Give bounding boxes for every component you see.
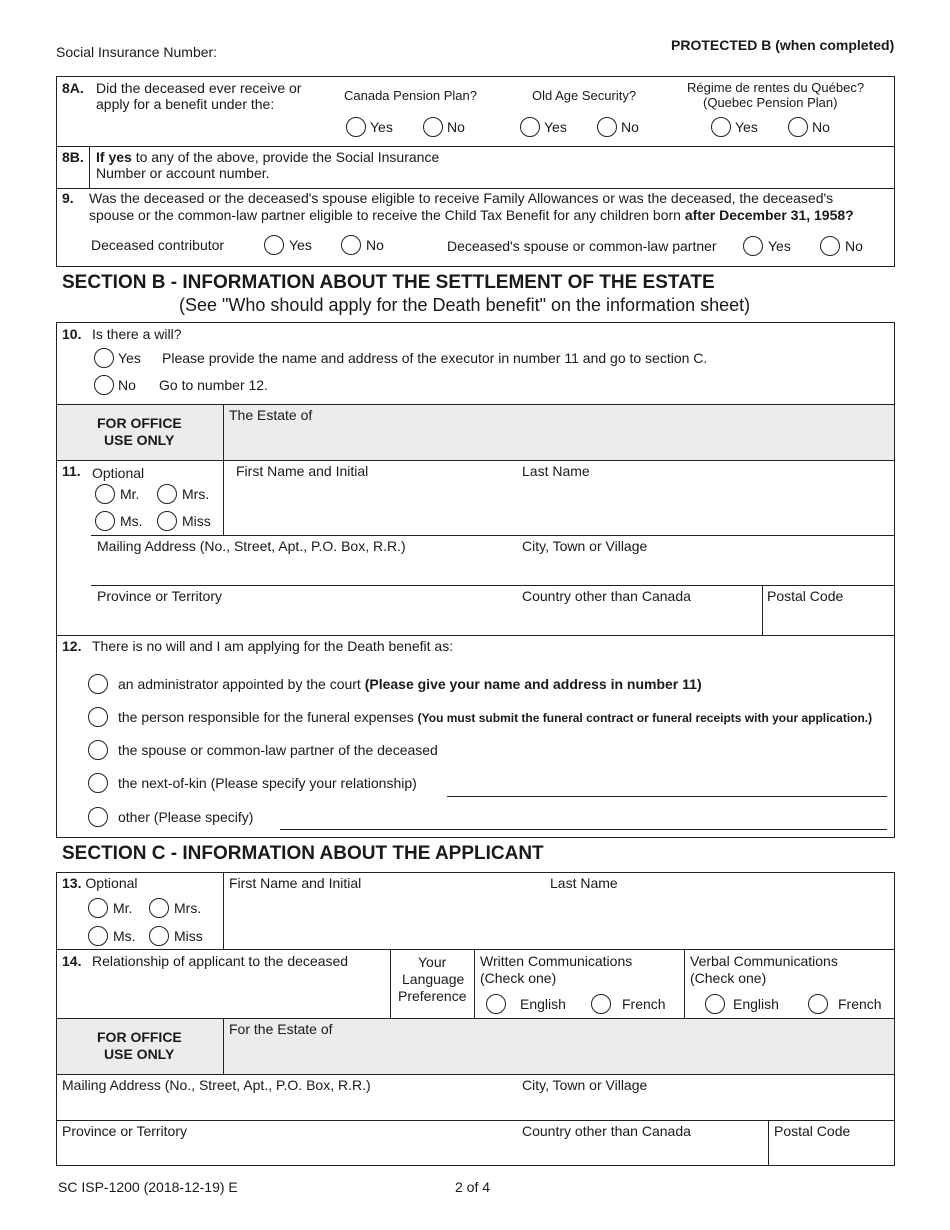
q12-funeral-radio[interactable] (88, 707, 108, 727)
for-estate-of-input[interactable] (229, 1039, 889, 1069)
q8a-qpp-label2: (Quebec Pension Plan) (703, 95, 838, 110)
applicant-mailing-input[interactable] (60, 1095, 515, 1119)
q13-mrs-radio[interactable] (149, 898, 169, 918)
q14-relationship-label: Relationship of applicant to the deceased (92, 953, 349, 969)
q11-first-name-label: First Name and Initial (236, 463, 369, 479)
q8b-line1-rest: to any of the above, provide the Social Insurance (131, 149, 440, 165)
q11-mailing-label: Mailing Address (No., Street, Apt., P.O. Box, R.R.) (97, 538, 406, 554)
q9-contributor-yes-label: Yes (289, 237, 312, 253)
q10-no-label: No (118, 377, 136, 393)
section-b-title: SECTION B - INFORMATION ABOUT THE SETTLEMENT OF THE ESTATE (62, 272, 715, 293)
q13-ms-radio[interactable] (88, 926, 108, 946)
q11-mrs-radio[interactable] (157, 484, 177, 504)
q10-yes-text: Please provide the name and address of the executor in number 11 and go to section C. (162, 350, 708, 366)
q12-other-radio[interactable] (88, 807, 108, 827)
office-use-b-line1: FOR OFFICE (97, 415, 182, 431)
q10-no-text: Go to number 12. (159, 377, 268, 393)
q14-number: 14. (62, 953, 82, 969)
q8a-number: 8A. (62, 80, 84, 96)
q13-optional: Optional (85, 875, 138, 891)
q14-verbal-french-radio[interactable] (808, 994, 828, 1014)
q12-option-administrator (118, 676, 702, 692)
q11-country-input[interactable] (518, 606, 758, 634)
q11-optional-label: Optional (92, 465, 145, 481)
q8a-qpp-yes-label: Yes (735, 119, 758, 135)
q14-lang-line3: Preference (398, 988, 467, 1004)
q8a-line2: apply for a benefit under the: (96, 96, 275, 112)
q12-administrator-radio[interactable] (88, 674, 108, 694)
q13-number: 13. (62, 875, 82, 891)
q8b-number: 8B. (62, 149, 84, 165)
applicant-province-input[interactable] (60, 1141, 515, 1163)
q12-opt2-text: the person responsible for the funeral expenses (118, 709, 418, 725)
q12-opt3-label: the spouse or common-law partner of the deceased (118, 742, 438, 758)
q8a-cpp-yes-radio[interactable] (346, 117, 366, 137)
estate-of-input[interactable] (229, 425, 889, 455)
q8a-oas-no-radio[interactable] (597, 117, 617, 137)
q11-last-name-input[interactable] (518, 482, 888, 532)
q13-mrs-label: Mrs. (174, 900, 202, 916)
q14-lang-line2: Language (402, 971, 465, 987)
q8a-qpp-yes-radio[interactable] (711, 117, 731, 137)
q14-verbal-english-label: English (733, 996, 779, 1012)
applicant-postal-input[interactable] (772, 1141, 890, 1163)
q11-postal-input[interactable] (766, 606, 890, 634)
q14-written-english-label: English (520, 996, 566, 1012)
q11-number: 11. (62, 463, 81, 479)
q10-yes-label: Yes (118, 350, 141, 366)
q9-spouse-no-label: No (845, 238, 863, 254)
form-id: SC ISP-1200 (2018-12-19) E (58, 1179, 238, 1195)
q14-lang-line1: Your (418, 954, 447, 970)
q14-verbal-line2: (Check one) (690, 970, 767, 986)
applicant-city-input[interactable] (518, 1095, 888, 1119)
q11-province-input[interactable] (95, 606, 515, 634)
q11-country-label: Country other than Canada (522, 588, 691, 604)
q12-spouse-radio[interactable] (88, 740, 108, 760)
q14-verbal-french-label: French (838, 996, 882, 1012)
q8a-qpp-no-label: No (812, 119, 830, 135)
q14-written-line1: Written Communications (480, 953, 633, 969)
q9-line2-text: spouse or the common-law partner eligible to receive the Child Tax Benefit for any children born (89, 207, 685, 223)
q9-contributor-no-label: No (366, 237, 384, 253)
q11-mailing-input[interactable] (95, 556, 515, 584)
q13-last-name-label: Last Name (550, 875, 618, 891)
q9-contributor-no-radio[interactable] (341, 235, 361, 255)
q9-spouse-yes-label: Yes (768, 238, 791, 254)
q13-mr-label: Mr. (113, 900, 133, 916)
protected-label: PROTECTED B (when completed) (671, 37, 895, 53)
q11-postal-label: Postal Code (767, 588, 844, 604)
q10-number: 10. (62, 326, 82, 342)
q9-spouse-yes-radio[interactable] (743, 236, 763, 256)
q13-ms-label: Ms. (113, 928, 136, 944)
q8b-if-yes: If yes (96, 149, 132, 165)
q11-first-name-input[interactable] (230, 482, 515, 532)
q12-next-of-kin-radio[interactable] (88, 773, 108, 793)
applicant-country-label: Country other than Canada (522, 1123, 691, 1139)
q9-line2 (89, 207, 854, 223)
q12-opt1-bold: (Please give your name and address in number 11) (364, 676, 702, 692)
q14-written-english-radio[interactable] (486, 994, 506, 1014)
q14-written-french-radio[interactable] (591, 994, 611, 1014)
q8a-oas-yes-label: Yes (544, 119, 567, 135)
q8b-line2: Number or account number. (96, 165, 270, 181)
q14-relationship-input[interactable] (92, 972, 384, 1014)
q11-last-name-label: Last Name (522, 463, 590, 479)
office-use-c-line1: FOR OFFICE (97, 1029, 182, 1045)
q12-opt4-label: the next-of-kin (Please specify your relationship) (118, 775, 417, 791)
q14-written-line2: (Check one) (480, 970, 557, 986)
office-use-c-line2: USE ONLY (104, 1046, 175, 1062)
q11-mr-label: Mr. (120, 486, 140, 502)
q8a-cpp-label: Canada Pension Plan? (344, 88, 477, 103)
q12-other-input[interactable] (280, 808, 887, 828)
q11-mrs-label: Mrs. (182, 486, 210, 502)
q8a-oas-label: Old Age Security? (532, 88, 637, 103)
sin-label: Social Insurance Number: (56, 44, 218, 60)
page-number: 2 of 4 (455, 1179, 491, 1195)
q10-no-radio[interactable] (94, 375, 114, 395)
for-estate-of-label: For the Estate of (229, 1021, 333, 1037)
q12-relationship-input[interactable] (447, 775, 887, 795)
q11-ms-label: Ms. (120, 513, 143, 529)
q9-line1: Was the deceased or the deceased's spouse eligible to receive Family Allowances or was the deceased, the deceased's (89, 190, 834, 206)
q8a-line1: Did the deceased ever receive or (96, 80, 302, 96)
q9-number: 9. (62, 190, 74, 206)
q13-miss-radio[interactable] (149, 926, 169, 946)
q13-last-name-input[interactable] (546, 894, 890, 946)
office-use-b-line2: USE ONLY (104, 432, 175, 448)
q14-written-french-label: French (622, 996, 666, 1012)
estate-of-label: The Estate of (229, 407, 313, 423)
q8a-oas-yes-radio[interactable] (520, 117, 540, 137)
q11-miss-label: Miss (182, 513, 211, 529)
q11-province-label: Province or Territory (97, 588, 223, 604)
q8a-cpp-no-label: No (447, 119, 465, 135)
sin-input[interactable] (222, 40, 422, 62)
q9-spouse-label: Deceased's spouse or common-law partner (447, 238, 717, 254)
q11-ms-radio[interactable] (95, 511, 115, 531)
q8a-oas-no-label: No (621, 119, 639, 135)
q12-option-funeral (118, 709, 872, 725)
q13-first-name-input[interactable] (229, 894, 539, 946)
section-b-subtitle: (See "Who should apply for the Death benefit" on the information sheet) (179, 295, 751, 315)
q8b-line1 (96, 149, 439, 165)
q9-contributor-label: Deceased contributor (91, 237, 225, 253)
q13-heading (62, 875, 138, 891)
q12-opt1-text: an administrator appointed by the court (118, 676, 365, 692)
q9-spouse-no-radio[interactable] (820, 236, 840, 256)
q11-mr-radio[interactable] (95, 484, 115, 504)
applicant-postal-label: Postal Code (774, 1123, 851, 1139)
q11-miss-radio[interactable] (157, 511, 177, 531)
q8a-qpp-label1: Régime de rentes du Québec? (687, 80, 865, 95)
applicant-mailing-label: Mailing Address (No., Street, Apt., P.O. Box, R.R.) (62, 1077, 371, 1093)
q8a-cpp-no-radio[interactable] (423, 117, 443, 137)
q9-line2-bold: after December 31, 1958? (684, 207, 854, 223)
q8a-cpp-yes-label: Yes (370, 119, 393, 135)
q9-contributor-yes-radio[interactable] (264, 235, 284, 255)
q12-question: There is no will and I am applying for the Death benefit as: (92, 638, 454, 654)
q8a-qpp-no-radio[interactable] (788, 117, 808, 137)
applicant-city-label: City, Town or Village (522, 1077, 648, 1093)
applicant-country-input[interactable] (518, 1141, 763, 1163)
q12-opt5-label: other (Please specify) (118, 809, 254, 825)
section-c-title: SECTION C - INFORMATION ABOUT THE APPLICANT (62, 843, 544, 864)
q13-miss-label: Miss (174, 928, 203, 944)
q8b-sin-input[interactable] (450, 150, 890, 184)
q11-city-input[interactable] (518, 556, 888, 584)
q11-city-label: City, Town or Village (522, 538, 648, 554)
q10-question: Is there a will? (92, 326, 182, 342)
q10-yes-radio[interactable] (94, 348, 114, 368)
applicant-province-label: Province or Territory (62, 1123, 188, 1139)
q13-first-name-label: First Name and Initial (229, 875, 362, 891)
q13-mr-radio[interactable] (88, 898, 108, 918)
q12-opt2-bold: (You must submit the funeral contract or funeral receipts with your application.) (417, 711, 873, 725)
q12-number: 12. (62, 638, 82, 654)
q14-verbal-english-radio[interactable] (705, 994, 725, 1014)
q14-verbal-line1: Verbal Communications (690, 953, 838, 969)
